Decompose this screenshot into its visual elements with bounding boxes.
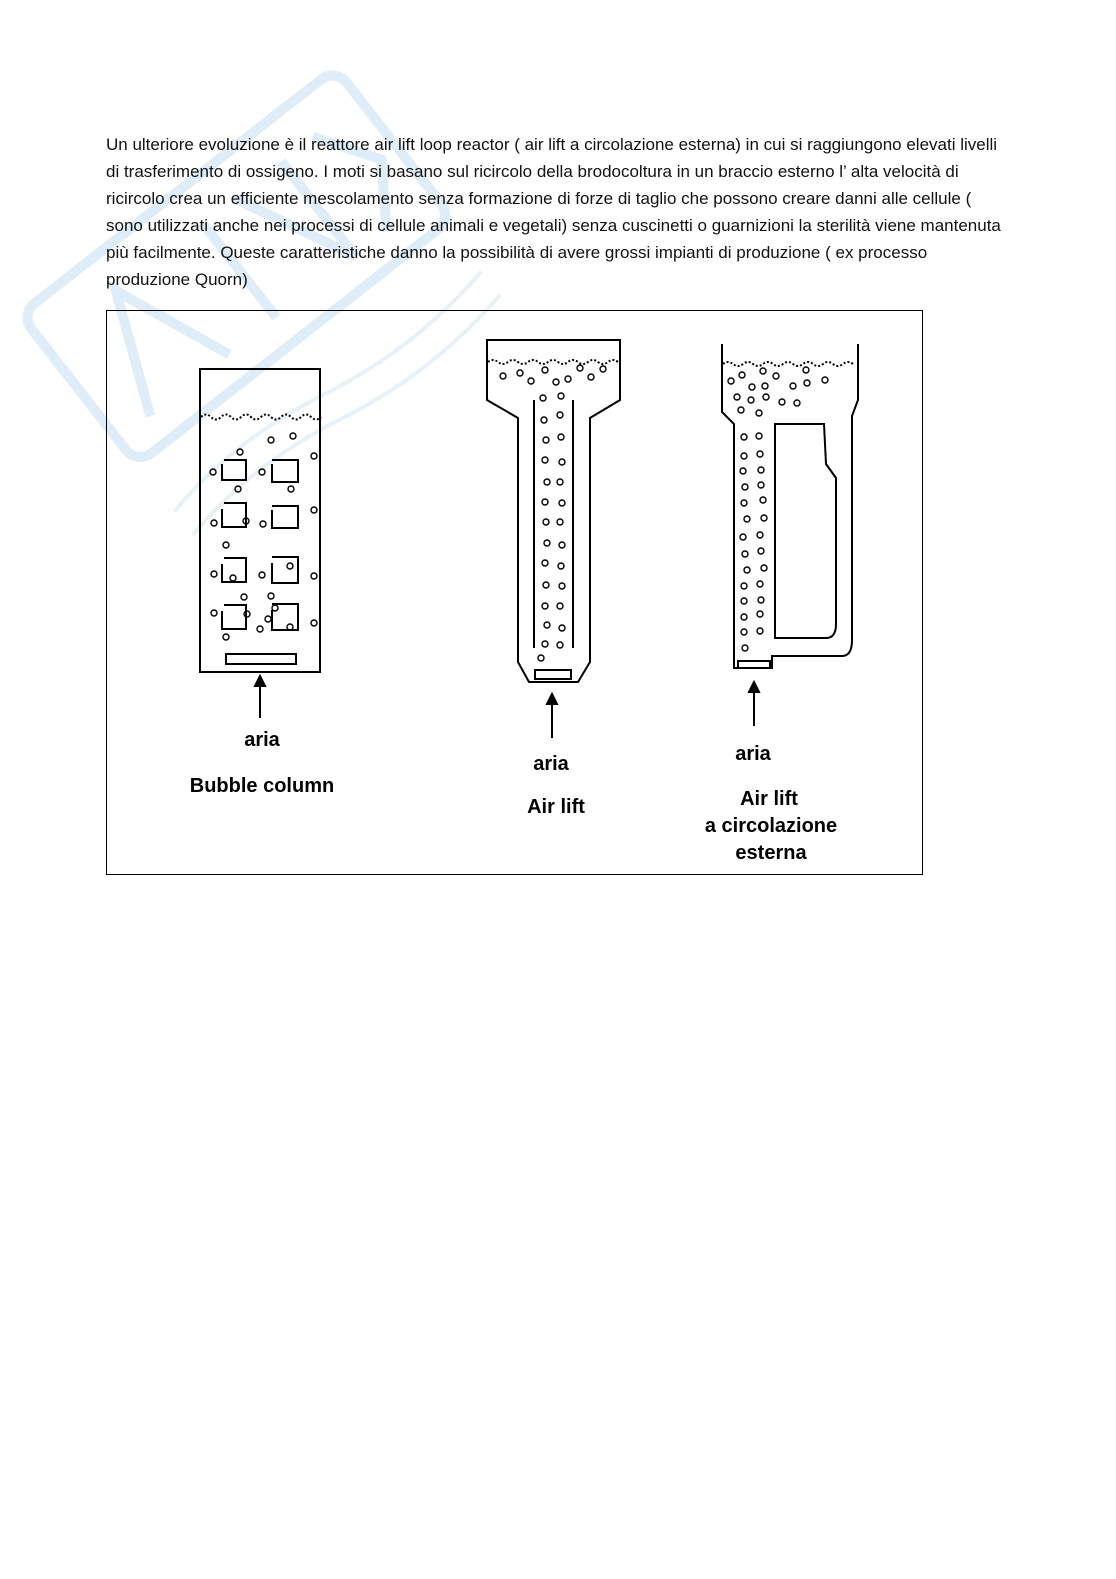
bubble-column-title: Bubble column <box>189 775 335 797</box>
bubble-column-air-label: aria <box>244 729 280 751</box>
air-lift-air-label: aria <box>533 753 569 775</box>
body-paragraph: Un ulteriore evoluzione è il reattore air lift loop reactor ( air lift a circolazione esterna) in cui si raggiungono elevati livelli di trasferimento di ossigeno. I moti si basano sul ricircolo della brodocoltura in un braccio esterno l’ alta velocità di ricircolo crea un efficiente mescolamento senza formazione di forze di taglio che possono creare danni alle cellule ( sono utilizzati anche nei processi di cellule animali e vegetali) senza cuscinetti o guarnizioni la sterilità viene mantenuta più facilmente. Queste caratteristiche danno la possibilità di avere grossi impianti di produzione ( ex processo produzione Quorn) <box>106 135 1001 289</box>
external-loop-title-line1: Air lift <box>740 788 798 810</box>
external-loop-title-line2: a circolazione <box>704 815 838 837</box>
air-lift-title: Air lift <box>527 796 585 818</box>
external-loop-air-label: aria <box>735 743 771 765</box>
external-loop-title-line3: esterna <box>735 842 807 864</box>
figure-frame <box>106 310 923 875</box>
